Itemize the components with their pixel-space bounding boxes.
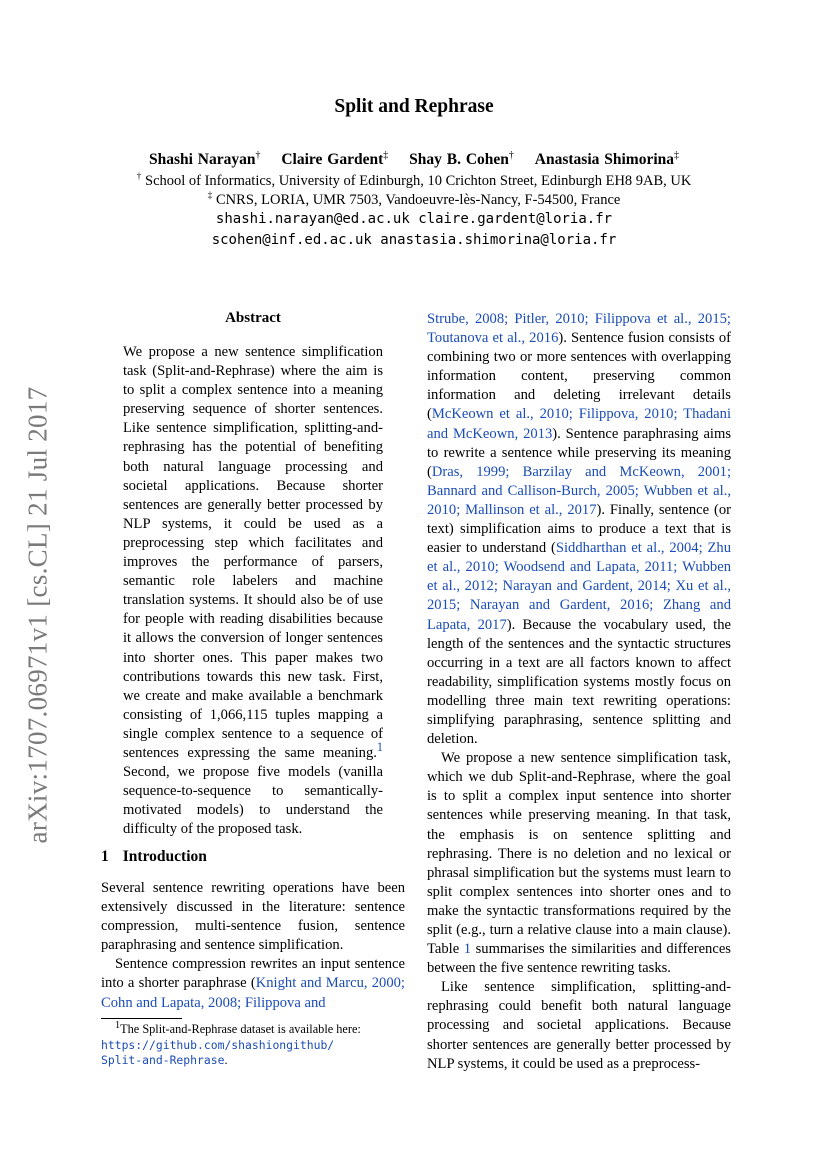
dataset-url-link[interactable]: https://github.com/shashiongithub/	[101, 1037, 335, 1052]
arxiv-identifier: arXiv:1707.06971v1 [cs.CL] 21 Jul 2017	[22, 386, 53, 844]
citation-link[interactable]: Strube, 2008; Pitler, 2010; Filippova et al., 2015; Toutanova et al., 2016	[427, 311, 731, 347]
table-ref-link[interactable]: 1	[463, 941, 472, 958]
footnote: $^1$The Split-and-Rephrase dataset is available here: https://github.com/shashiongithub/ Split-and-Rephrase.	[101, 1019, 361, 1067]
citation-link[interactable]: Knight and Marcu, 2000; Cohn and Lapata, 2008; Filippova and	[101, 975, 405, 1011]
paragraph: Strube, 2008; Pitler, 2010; Filippova et al., 2015; Toutanova et al., 2016). Sentence fusion consists of combining two or more sentences with overlapping information content, preserving common information and deleting irrelevant details (McKeown et al., 2010; Filippova, 2010; Thadani and McKeown, 2013). Sentence paraphrasing aims to rewrite a sentence while preserving its meaning (Dras, 1999; Barzilay and McKeown, 2001; Bannard and Callison-Burch, 2005; Wubben et al., 2010; Mallinson et al., 2017). Finally, sentence (or text) simplification aims to produce a text that is easier to understand (Siddharthan et al., 2004; Zhu et al., 2010; Woodsend and Lapata, 2011; Wubben et al., 2012; Narayan and Gardent, 2014; Xu et al., 2015; Narayan and Gardent, 2016; Zhang and Lapata, 2017). Because the vocabulary used, the length of the sentences and the syntactic structures occurring in a text are all factors known to affect readability, simplification systems mostly focus on modelling three main text rewriting operations: simplifying paraphrasing, sentence splitting and deletion.	[427, 311, 732, 748]
paragraph: Several sentence rewriting operations have been extensively discussed in the literature: sentence compression, multi-sentence fusion, sentence paraphrasing and sentence simplification.	[101, 880, 405, 954]
paragraph: We propose a new sentence simplification task, which we dub Split-and-Rephrase, where the goal is to split a complex input sentence into shorter sentences while preserving meaning. In that task, the emphasis is on sentence splitting and rephrasing. There is no deletion and no lexical or phrasal simplification but the systems must learn to split complex sentences into shorter ones and to make the syntactic transformations required by the split (e.g., turn a relative clause into a main clause). Table 1 summarises the similarities and differences between the five sentence rewriting tasks.	[427, 750, 731, 977]
dataset-url-link[interactable]: Split-and-Rephrase	[101, 1053, 225, 1067]
citation-link[interactable]: Siddharthan et al., 2004; Zhu et al., 2010; Woodsend and Lapata, 2011; Wubben et al., 2012; Narayan and Gardent, 2014; Xu et al., 2015; Narayan and Gardent, 2016; Zhang and Lapata, 2017	[427, 540, 732, 633]
section-heading-introduction: 1 Introduction	[101, 848, 207, 865]
paper-title: Split and Rephrase	[334, 96, 494, 117]
paragraph: Like sentence simplification, splitting-and-rephrasing could benefit both natural language processing and societal applications. Because shorter sentences are generally better processed by NLP systems, it could be used as a preprocess-	[427, 979, 731, 1072]
email-line: scohen@inf.ed.ac.uk anastasia.shimorina@loria.fr	[211, 232, 617, 248]
introduction-body	[101, 879, 405, 1013]
affiliation-edinburgh: † School of Informatics, University of Edinburgh, 10 Crichton Street, Edinburgh EH8 9AB, UK	[136, 172, 692, 189]
author: Claire Gardent‡	[281, 149, 389, 168]
footnote-rule	[101, 1018, 182, 1019]
citation-link[interactable]: McKeown et al., 2010; Filippova, 2010; Thadani and McKeown, 2013	[427, 406, 731, 442]
affiliation-loria: ‡ CNRS, LORIA, UMR 7503, Vandoeuvre-lès-Nancy, F-54500, France	[207, 191, 621, 208]
author: Shay B. Cohen†	[409, 149, 514, 168]
footnote-ref[interactable]: 1	[376, 740, 383, 755]
right-column	[427, 310, 731, 1074]
author: Anastasia Shimorina‡	[534, 149, 680, 168]
author-list	[0, 151, 828, 169]
paragraph: Sentence compression rewrites an input sentence into a shorter paraphrase (Knight and Marcu, 2000; Cohn and Lapata, 2008; Filippova and	[101, 956, 405, 1011]
abstract-heading: Abstract	[225, 310, 281, 326]
abstract-body: We propose a new sentence simplification task (Split-and-Rephrase) where the aim is to split a complex sentence into a meaning preserving sequence of shorter sentences. Like sentence simplification, splitting-and-rephrasing has the potential of benefiting both natural language processing and societal applications. Because shorter sentences are generally better processed by NLP systems, it could be used as a preprocessing step which facilitates and improves the performance of parsers, semantic role labelers and machine translation systems. It should also be of use for people with reading disabilities because it allows the conversion of longer sentences into shorter ones. This paper makes two contributions towards this new task. First, we create and make available a benchmark consisting of 1,066,115 tuples mapping a single complex sentence to a sequence of sentences expressing the same meaning.$^1$ Second, we propose five models (vanilla sequence-to-sequence to semantically-motivated models) to understand the difficulty of the proposed task.	[123, 344, 383, 838]
citation-link[interactable]: Dras, 1999; Barzilay and McKeown, 2001; Bannard and Callison-Burch, 2005; Wubben et al., 2010; Mallinson et al., 2017	[427, 463, 731, 518]
email-line: shashi.narayan@ed.ac.uk claire.gardent@loria.fr	[215, 211, 613, 227]
arxiv-side-stamp	[10, 370, 66, 860]
author: Shashi Narayan†	[148, 149, 261, 168]
